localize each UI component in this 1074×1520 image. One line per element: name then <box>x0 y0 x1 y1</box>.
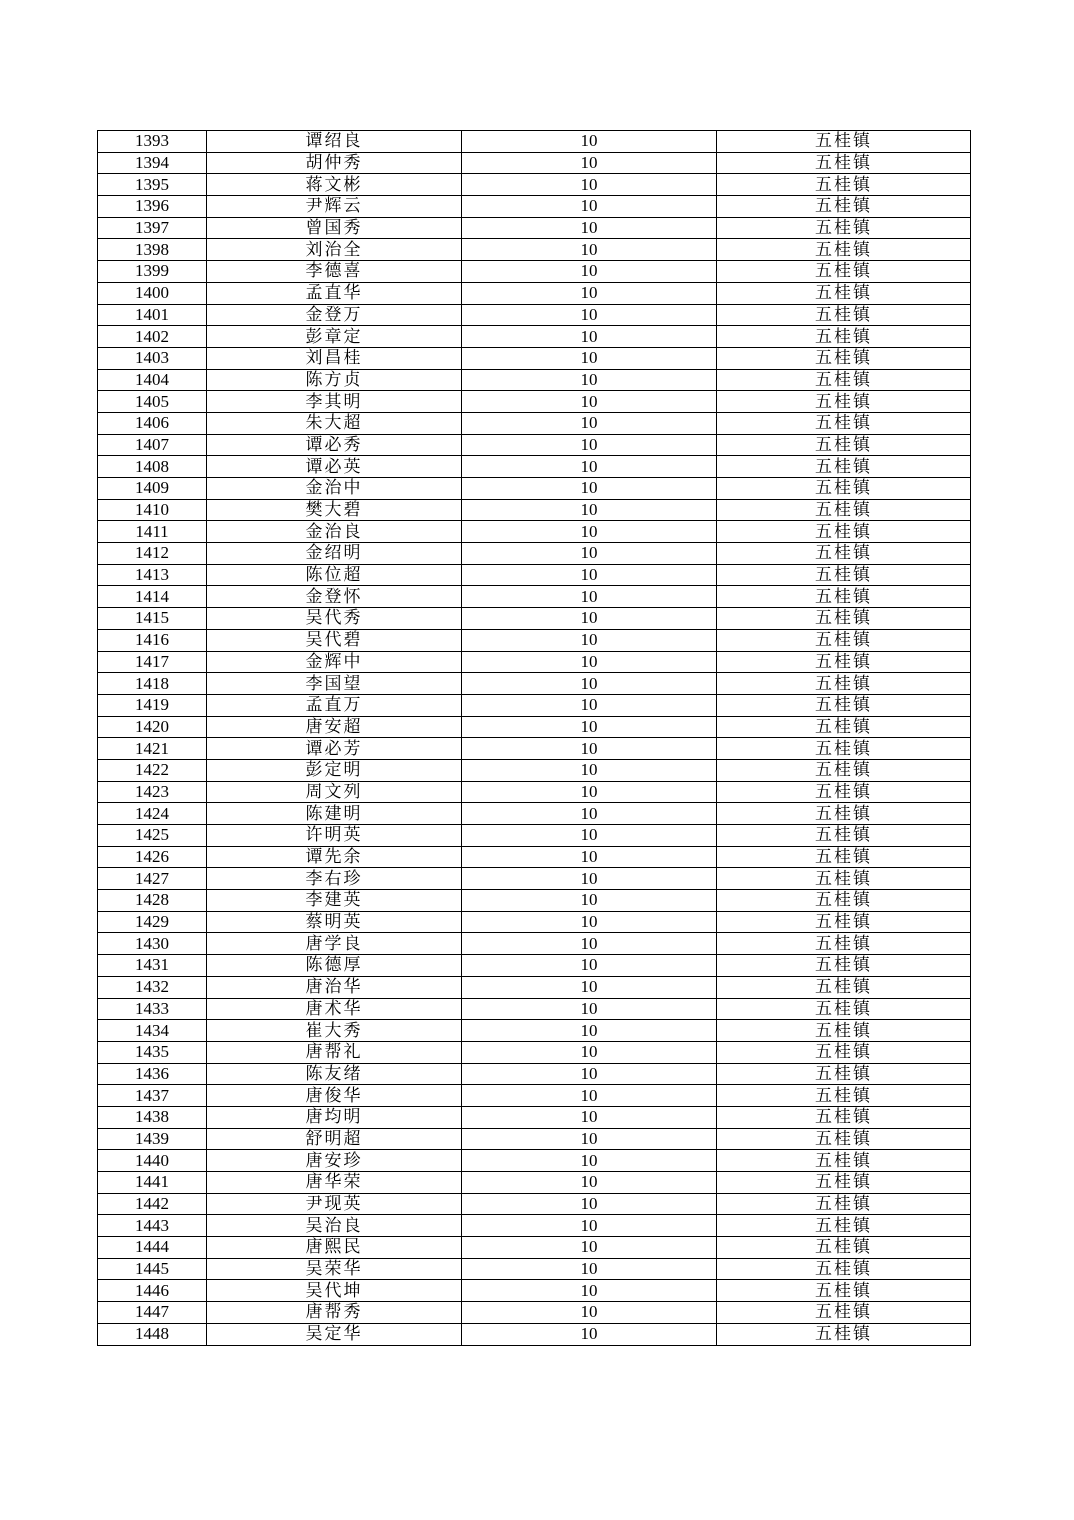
table-row <box>98 304 971 326</box>
person-name-cell: 谭先余 <box>207 846 462 868</box>
town-cell: 五桂镇 <box>717 890 971 912</box>
row-number-cell: 1430 <box>98 933 207 955</box>
table-row <box>98 521 971 543</box>
row-number-cell: 1419 <box>98 694 207 716</box>
table-row <box>98 738 971 760</box>
row-number-cell: 1423 <box>98 781 207 803</box>
table-row <box>98 369 971 391</box>
town-cell: 五桂镇 <box>717 673 971 695</box>
amount-cell: 10 <box>462 1280 717 1302</box>
row-number-cell: 1448 <box>98 1323 207 1345</box>
row-number-cell: 1429 <box>98 911 207 933</box>
row-number-cell: 1398 <box>98 239 207 261</box>
person-name-cell: 金登万 <box>207 304 462 326</box>
person-name-cell: 陈友绪 <box>207 1063 462 1085</box>
town-cell: 五桂镇 <box>717 131 971 153</box>
town-cell: 五桂镇 <box>717 1215 971 1237</box>
town-cell: 五桂镇 <box>717 456 971 478</box>
town-cell: 五桂镇 <box>717 174 971 196</box>
table-row <box>98 434 971 456</box>
row-number-cell: 1421 <box>98 738 207 760</box>
amount-cell: 10 <box>462 738 717 760</box>
town-cell: 五桂镇 <box>717 282 971 304</box>
table-row <box>98 1106 971 1128</box>
town-cell: 五桂镇 <box>717 521 971 543</box>
amount-cell: 10 <box>462 543 717 565</box>
row-number-cell: 1393 <box>98 131 207 153</box>
amount-cell: 10 <box>462 217 717 239</box>
person-name-cell: 陈方贞 <box>207 369 462 391</box>
table-row <box>98 391 971 413</box>
amount-cell: 10 <box>462 1237 717 1259</box>
amount-cell: 10 <box>462 1323 717 1345</box>
row-number-cell: 1426 <box>98 846 207 868</box>
row-number-cell: 1422 <box>98 759 207 781</box>
amount-cell: 10 <box>462 174 717 196</box>
amount-cell: 10 <box>462 304 717 326</box>
town-cell: 五桂镇 <box>717 694 971 716</box>
town-cell: 五桂镇 <box>717 868 971 890</box>
amount-cell: 10 <box>462 1063 717 1085</box>
amount-cell: 10 <box>462 1128 717 1150</box>
row-number-cell: 1434 <box>98 1020 207 1042</box>
row-number-cell: 1445 <box>98 1258 207 1280</box>
person-name-cell: 陈建明 <box>207 803 462 825</box>
table-row <box>98 1215 971 1237</box>
table-row <box>98 673 971 695</box>
person-name-cell: 彭定明 <box>207 759 462 781</box>
person-name-cell: 李其明 <box>207 391 462 413</box>
town-cell: 五桂镇 <box>717 347 971 369</box>
person-name-cell: 唐治华 <box>207 976 462 998</box>
amount-cell: 10 <box>462 976 717 998</box>
row-number-cell: 1405 <box>98 391 207 413</box>
person-name-cell: 谭必英 <box>207 456 462 478</box>
row-number-cell: 1409 <box>98 478 207 500</box>
table-row <box>98 911 971 933</box>
table-row <box>98 326 971 348</box>
town-cell: 五桂镇 <box>717 1128 971 1150</box>
person-name-cell: 陈位超 <box>207 564 462 586</box>
town-cell: 五桂镇 <box>717 1237 971 1259</box>
table-row <box>98 629 971 651</box>
person-name-cell: 许明英 <box>207 825 462 847</box>
person-name-cell: 吴代碧 <box>207 629 462 651</box>
row-number-cell: 1443 <box>98 1215 207 1237</box>
row-number-cell: 1428 <box>98 890 207 912</box>
table-row <box>98 261 971 283</box>
town-cell: 五桂镇 <box>717 1063 971 1085</box>
amount-cell: 10 <box>462 1020 717 1042</box>
table-row <box>98 217 971 239</box>
table-row <box>98 456 971 478</box>
row-number-cell: 1432 <box>98 976 207 998</box>
amount-cell: 10 <box>462 1085 717 1107</box>
town-cell: 五桂镇 <box>717 499 971 521</box>
row-number-cell: 1444 <box>98 1237 207 1259</box>
town-cell: 五桂镇 <box>717 586 971 608</box>
person-name-cell: 崔大秀 <box>207 1020 462 1042</box>
row-number-cell: 1412 <box>98 543 207 565</box>
amount-cell: 10 <box>462 1215 717 1237</box>
row-number-cell: 1408 <box>98 456 207 478</box>
roster-body <box>98 131 971 1346</box>
table-row <box>98 478 971 500</box>
row-number-cell: 1402 <box>98 326 207 348</box>
town-cell: 五桂镇 <box>717 369 971 391</box>
person-name-cell: 尹辉云 <box>207 196 462 218</box>
amount-cell: 10 <box>462 825 717 847</box>
amount-cell: 10 <box>462 196 717 218</box>
row-number-cell: 1395 <box>98 174 207 196</box>
town-cell: 五桂镇 <box>717 803 971 825</box>
amount-cell: 10 <box>462 1258 717 1280</box>
amount-cell: 10 <box>462 131 717 153</box>
town-cell: 五桂镇 <box>717 261 971 283</box>
table-row <box>98 694 971 716</box>
row-number-cell: 1420 <box>98 716 207 738</box>
table-row <box>98 1323 971 1345</box>
row-number-cell: 1440 <box>98 1150 207 1172</box>
amount-cell: 10 <box>462 499 717 521</box>
row-number-cell: 1394 <box>98 152 207 174</box>
table-row <box>98 347 971 369</box>
town-cell: 五桂镇 <box>717 846 971 868</box>
amount-cell: 10 <box>462 369 717 391</box>
amount-cell: 10 <box>462 998 717 1020</box>
amount-cell: 10 <box>462 564 717 586</box>
table-row <box>98 781 971 803</box>
row-number-cell: 1407 <box>98 434 207 456</box>
amount-cell: 10 <box>462 803 717 825</box>
row-number-cell: 1416 <box>98 629 207 651</box>
person-name-cell: 金治良 <box>207 521 462 543</box>
town-cell: 五桂镇 <box>717 1150 971 1172</box>
town-cell: 五桂镇 <box>717 1020 971 1042</box>
amount-cell: 10 <box>462 1193 717 1215</box>
table-row <box>98 1172 971 1194</box>
person-name-cell: 朱大超 <box>207 412 462 434</box>
town-cell: 五桂镇 <box>717 152 971 174</box>
roster-table <box>97 130 971 1346</box>
town-cell: 五桂镇 <box>717 998 971 1020</box>
table-row <box>98 586 971 608</box>
row-number-cell: 1417 <box>98 651 207 673</box>
row-number-cell: 1442 <box>98 1193 207 1215</box>
row-number-cell: 1427 <box>98 868 207 890</box>
person-name-cell: 曾国秀 <box>207 217 462 239</box>
table-row <box>98 759 971 781</box>
person-name-cell: 樊大碧 <box>207 499 462 521</box>
table-row <box>98 1085 971 1107</box>
person-name-cell: 刘昌桂 <box>207 347 462 369</box>
amount-cell: 10 <box>462 933 717 955</box>
person-name-cell: 唐帮礼 <box>207 1041 462 1063</box>
row-number-cell: 1441 <box>98 1172 207 1194</box>
person-name-cell: 尹现英 <box>207 1193 462 1215</box>
person-name-cell: 吴代坤 <box>207 1280 462 1302</box>
town-cell: 五桂镇 <box>717 1258 971 1280</box>
table-row <box>98 412 971 434</box>
amount-cell: 10 <box>462 759 717 781</box>
town-cell: 五桂镇 <box>717 326 971 348</box>
amount-cell: 10 <box>462 586 717 608</box>
amount-cell: 10 <box>462 239 717 261</box>
row-number-cell: 1433 <box>98 998 207 1020</box>
table-row <box>98 564 971 586</box>
table-row <box>98 282 971 304</box>
row-number-cell: 1424 <box>98 803 207 825</box>
row-number-cell: 1439 <box>98 1128 207 1150</box>
person-name-cell: 李右珍 <box>207 868 462 890</box>
person-name-cell: 吴荣华 <box>207 1258 462 1280</box>
row-number-cell: 1399 <box>98 261 207 283</box>
person-name-cell: 吴治良 <box>207 1215 462 1237</box>
amount-cell: 10 <box>462 152 717 174</box>
row-number-cell: 1447 <box>98 1302 207 1324</box>
town-cell: 五桂镇 <box>717 825 971 847</box>
person-name-cell: 蔡明英 <box>207 911 462 933</box>
table-row <box>98 651 971 673</box>
amount-cell: 10 <box>462 1041 717 1063</box>
town-cell: 五桂镇 <box>717 1085 971 1107</box>
person-name-cell: 谭必芳 <box>207 738 462 760</box>
town-cell: 五桂镇 <box>717 304 971 326</box>
person-name-cell: 刘治全 <box>207 239 462 261</box>
table-row <box>98 131 971 153</box>
table-row <box>98 543 971 565</box>
person-name-cell: 李国望 <box>207 673 462 695</box>
person-name-cell: 蒋文彬 <box>207 174 462 196</box>
roster-sheet <box>97 130 970 1346</box>
amount-cell: 10 <box>462 673 717 695</box>
person-name-cell: 金辉中 <box>207 651 462 673</box>
amount-cell: 10 <box>462 456 717 478</box>
amount-cell: 10 <box>462 629 717 651</box>
town-cell: 五桂镇 <box>717 1280 971 1302</box>
person-name-cell: 谭绍良 <box>207 131 462 153</box>
table-row <box>98 174 971 196</box>
town-cell: 五桂镇 <box>717 911 971 933</box>
town-cell: 五桂镇 <box>717 781 971 803</box>
row-number-cell: 1446 <box>98 1280 207 1302</box>
town-cell: 五桂镇 <box>717 1041 971 1063</box>
table-row <box>98 933 971 955</box>
person-name-cell: 唐安珍 <box>207 1150 462 1172</box>
amount-cell: 10 <box>462 1150 717 1172</box>
amount-cell: 10 <box>462 391 717 413</box>
amount-cell: 10 <box>462 890 717 912</box>
table-row <box>98 1020 971 1042</box>
amount-cell: 10 <box>462 846 717 868</box>
person-name-cell: 唐安超 <box>207 716 462 738</box>
table-row <box>98 846 971 868</box>
row-number-cell: 1396 <box>98 196 207 218</box>
amount-cell: 10 <box>462 781 717 803</box>
table-row <box>98 152 971 174</box>
person-name-cell: 吴代秀 <box>207 608 462 630</box>
table-row <box>98 1258 971 1280</box>
row-number-cell: 1415 <box>98 608 207 630</box>
row-number-cell: 1438 <box>98 1106 207 1128</box>
town-cell: 五桂镇 <box>717 1106 971 1128</box>
person-name-cell: 周文列 <box>207 781 462 803</box>
table-row <box>98 239 971 261</box>
row-number-cell: 1425 <box>98 825 207 847</box>
amount-cell: 10 <box>462 521 717 543</box>
row-number-cell: 1436 <box>98 1063 207 1085</box>
amount-cell: 10 <box>462 478 717 500</box>
town-cell: 五桂镇 <box>717 759 971 781</box>
row-number-cell: 1435 <box>98 1041 207 1063</box>
table-row <box>98 1280 971 1302</box>
person-name-cell: 唐学良 <box>207 933 462 955</box>
amount-cell: 10 <box>462 412 717 434</box>
person-name-cell: 金登怀 <box>207 586 462 608</box>
town-cell: 五桂镇 <box>717 976 971 998</box>
amount-cell: 10 <box>462 261 717 283</box>
person-name-cell: 陈德厚 <box>207 955 462 977</box>
town-cell: 五桂镇 <box>717 716 971 738</box>
table-row <box>98 825 971 847</box>
amount-cell: 10 <box>462 1106 717 1128</box>
town-cell: 五桂镇 <box>717 564 971 586</box>
person-name-cell: 唐术华 <box>207 998 462 1020</box>
amount-cell: 10 <box>462 347 717 369</box>
row-number-cell: 1400 <box>98 282 207 304</box>
amount-cell: 10 <box>462 326 717 348</box>
table-row <box>98 1041 971 1063</box>
town-cell: 五桂镇 <box>717 1193 971 1215</box>
town-cell: 五桂镇 <box>717 217 971 239</box>
person-name-cell: 唐熙民 <box>207 1237 462 1259</box>
table-row <box>98 1150 971 1172</box>
person-name-cell: 金绍明 <box>207 543 462 565</box>
table-row <box>98 1128 971 1150</box>
town-cell: 五桂镇 <box>717 629 971 651</box>
table-row <box>98 976 971 998</box>
town-cell: 五桂镇 <box>717 478 971 500</box>
town-cell: 五桂镇 <box>717 239 971 261</box>
person-name-cell: 胡仲秀 <box>207 152 462 174</box>
amount-cell: 10 <box>462 911 717 933</box>
town-cell: 五桂镇 <box>717 196 971 218</box>
amount-cell: 10 <box>462 955 717 977</box>
table-row <box>98 803 971 825</box>
table-row <box>98 1063 971 1085</box>
table-row <box>98 608 971 630</box>
town-cell: 五桂镇 <box>717 955 971 977</box>
table-row <box>98 998 971 1020</box>
amount-cell: 10 <box>462 868 717 890</box>
table-row <box>98 890 971 912</box>
person-name-cell: 唐俊华 <box>207 1085 462 1107</box>
amount-cell: 10 <box>462 716 717 738</box>
row-number-cell: 1413 <box>98 564 207 586</box>
town-cell: 五桂镇 <box>717 1172 971 1194</box>
town-cell: 五桂镇 <box>717 434 971 456</box>
row-number-cell: 1431 <box>98 955 207 977</box>
row-number-cell: 1403 <box>98 347 207 369</box>
table-row <box>98 1237 971 1259</box>
person-name-cell: 唐华荣 <box>207 1172 462 1194</box>
table-row <box>98 499 971 521</box>
row-number-cell: 1410 <box>98 499 207 521</box>
town-cell: 五桂镇 <box>717 608 971 630</box>
row-number-cell: 1406 <box>98 412 207 434</box>
table-row <box>98 955 971 977</box>
amount-cell: 10 <box>462 1302 717 1324</box>
table-row <box>98 1302 971 1324</box>
person-name-cell: 唐均明 <box>207 1106 462 1128</box>
town-cell: 五桂镇 <box>717 738 971 760</box>
person-name-cell: 吴定华 <box>207 1323 462 1345</box>
row-number-cell: 1414 <box>98 586 207 608</box>
town-cell: 五桂镇 <box>717 412 971 434</box>
amount-cell: 10 <box>462 1172 717 1194</box>
person-name-cell: 舒明超 <box>207 1128 462 1150</box>
person-name-cell: 彭章定 <box>207 326 462 348</box>
row-number-cell: 1418 <box>98 673 207 695</box>
row-number-cell: 1411 <box>98 521 207 543</box>
row-number-cell: 1404 <box>98 369 207 391</box>
amount-cell: 10 <box>462 651 717 673</box>
table-row <box>98 1193 971 1215</box>
person-name-cell: 唐帮秀 <box>207 1302 462 1324</box>
town-cell: 五桂镇 <box>717 391 971 413</box>
table-row <box>98 716 971 738</box>
town-cell: 五桂镇 <box>717 1302 971 1324</box>
person-name-cell: 谭必秀 <box>207 434 462 456</box>
row-number-cell: 1437 <box>98 1085 207 1107</box>
town-cell: 五桂镇 <box>717 651 971 673</box>
town-cell: 五桂镇 <box>717 1323 971 1345</box>
amount-cell: 10 <box>462 694 717 716</box>
person-name-cell: 金治中 <box>207 478 462 500</box>
amount-cell: 10 <box>462 282 717 304</box>
table-row <box>98 868 971 890</box>
person-name-cell: 李建英 <box>207 890 462 912</box>
amount-cell: 10 <box>462 434 717 456</box>
person-name-cell: 孟直华 <box>207 282 462 304</box>
person-name-cell: 孟直万 <box>207 694 462 716</box>
row-number-cell: 1401 <box>98 304 207 326</box>
amount-cell: 10 <box>462 608 717 630</box>
row-number-cell: 1397 <box>98 217 207 239</box>
town-cell: 五桂镇 <box>717 543 971 565</box>
town-cell: 五桂镇 <box>717 933 971 955</box>
person-name-cell: 李德喜 <box>207 261 462 283</box>
table-row <box>98 196 971 218</box>
